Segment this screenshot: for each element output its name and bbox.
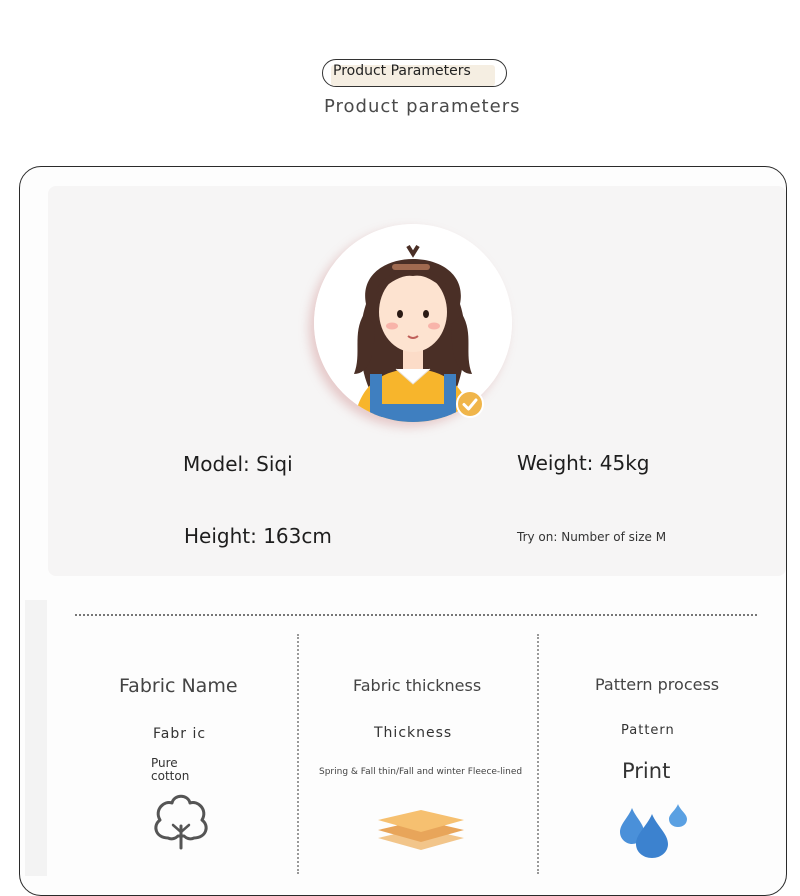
pattern-process-title: Pattern process xyxy=(595,675,720,694)
pattern-label: Pattern xyxy=(621,723,675,738)
model-avatar xyxy=(314,224,512,422)
layers-icon xyxy=(376,808,466,858)
section-badge-label: Product Parameters xyxy=(333,63,471,79)
side-strip xyxy=(25,600,47,876)
girl-avatar-icon xyxy=(314,224,512,422)
model-weight: Weight: 45kg xyxy=(517,451,650,475)
thickness-label: Thickness xyxy=(374,725,453,741)
model-height: Height: 163cm xyxy=(184,524,332,548)
thickness-value: Spring & Fall thin/Fall and winter Fleece-lined xyxy=(319,767,523,777)
dotted-divider xyxy=(75,614,757,616)
fabric-name-title: Fabric Name xyxy=(119,675,238,697)
fabric-value: Pure cotton xyxy=(151,756,190,783)
section-subtitle: Product parameters xyxy=(324,96,521,117)
column-divider xyxy=(537,634,539,874)
model-name: Model: Siqi xyxy=(183,452,293,476)
fabric-thickness-title: Fabric thickness xyxy=(353,676,482,695)
water-drops-icon xyxy=(618,802,690,864)
section-badge xyxy=(322,59,507,87)
verified-check-icon xyxy=(456,390,484,418)
model-try-on-size: Try on: Number of size M xyxy=(517,530,667,544)
pattern-value: Print xyxy=(622,759,671,783)
column-divider xyxy=(297,634,299,874)
fabric-label: Fabr ic xyxy=(153,726,207,742)
cotton-tree-icon xyxy=(150,792,212,856)
